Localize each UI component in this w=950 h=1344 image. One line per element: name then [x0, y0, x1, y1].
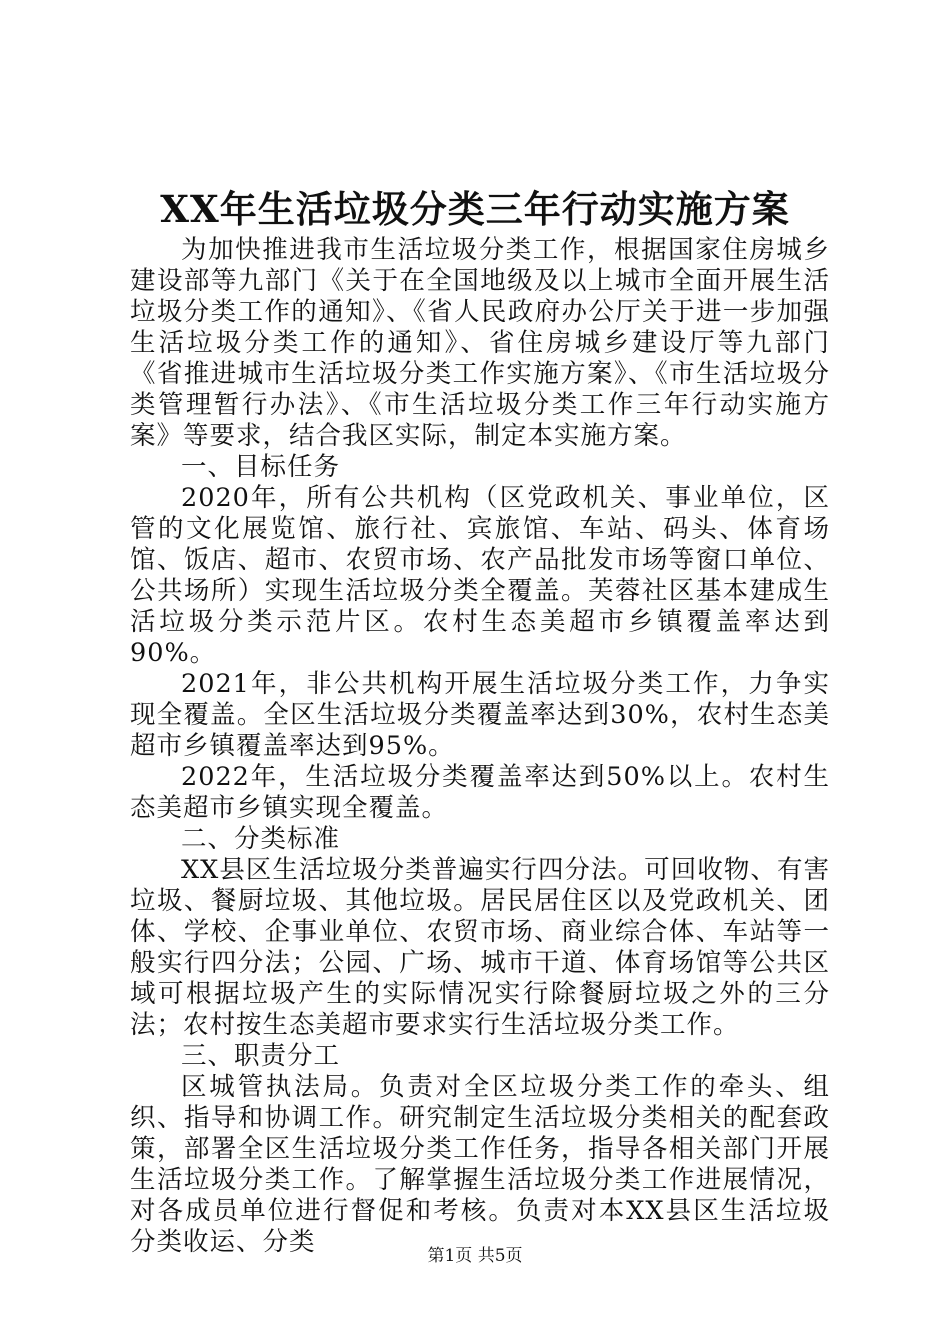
section-heading-duties: 三、职责分工 — [181, 1041, 341, 1071]
paragraph-standards: XX县区生活垃圾分类普遍实行四分法。可回收物、有害垃圾、餐厨垃圾、其他垃圾。居民居住区以及党政机关、团体、学校、企事业单位、农贸市场、商业综合体、车站等一般实行四分法；公园、广场、城市干道、体育场馆等公共区域可根据垃圾产生的实际情况实行除餐厨垃圾之外的三分法；农村按生态美超市要求实行生活垃圾分类工作。 — [130, 855, 830, 1040]
paragraph-intro: 为加快推进我市生活垃圾分类工作，根据国家住房城乡建设部等九部门《关于在全国地级及以上城市全面开展生活垃圾分类工作的通知》、《省人民政府办公厅关于进一步加强生活垃圾分类工作的通知》、省住房城乡建设厅等九部门《省推进城市生活垃圾分类工作实施方案》、《市生活垃圾分类管理暂行办法》、《市生活垃圾分类工作三年行动实施方案》等要求，结合我区实际，制定本实施方案。 — [130, 235, 830, 451]
document-title: XX年生活垃圾分类三年行动实施方案 — [160, 187, 790, 231]
paragraph-2021: 2021年，非公共机构开展生活垃圾分类工作，力争实现全覆盖。全区生活垃圾分类覆盖率达到30%，农村生态美超市乡镇覆盖率达到95%。 — [130, 669, 830, 761]
paragraph-duties: 区城管执法局。负责对全区垃圾分类工作的牵头、组织、指导和协调工作。研究制定生活垃圾分类相关的配套政策，部署全区生活垃圾分类工作任务，指导各相关部门开展生活垃圾分类工作。了解掌握生活垃圾分类工作进展情况，对各成员单位进行督促和考核。负责对本XX县区生活垃圾分类收运、分类 — [130, 1072, 830, 1257]
document-body — [130, 235, 830, 1258]
paragraph-2020: 2020年，所有公共机构（区党政机关、事业单位，区管的文化展览馆、旅行社、宾旅馆、车站、码头、体育场馆、饭店、超市、农贸市场、农产品批发市场等窗口单位、公共场所）实现生活垃圾分类全覆盖。芙蓉社区基本建成生活垃圾分类示范片区。农村生态美超市乡镇覆盖率达到90%。 — [130, 483, 830, 668]
paragraph-2022: 2022年，生活垃圾分类覆盖率达到50%以上。农村生态美超市乡镇实现全覆盖。 — [130, 762, 830, 823]
section-heading-standards: 二、分类标准 — [181, 824, 341, 854]
section-heading-goals: 一、目标任务 — [181, 452, 341, 482]
page-footer: 第1页 共5页 — [427, 1246, 523, 1266]
